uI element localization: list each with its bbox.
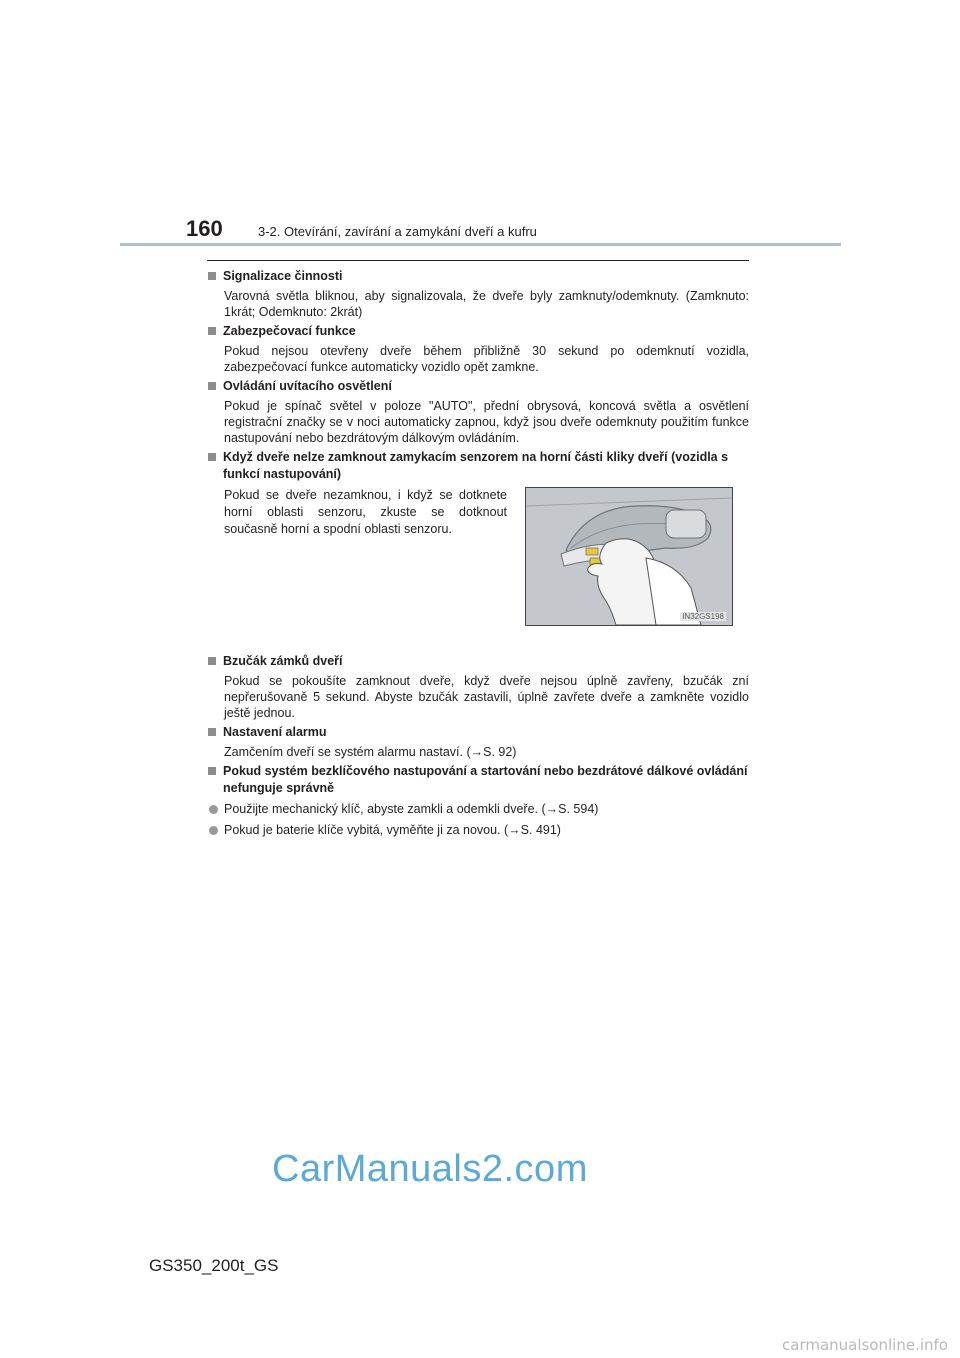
section-lock-sensor [207, 449, 749, 650]
section-heading: Bzučák zámků dveří [207, 653, 749, 670]
section-signalization [207, 268, 749, 320]
section-body: Pokud je spínač světel v poloze "AUTO", přední obrysová, koncová světla a osvětlení registrační značky se v noci automaticky zapnou, když jsou dveře odemknuty použitím funkce nastupování nebo bezdrátovým dálkovým ovládáním. [224, 399, 749, 445]
section-heading: Zabezpečovací funkce [207, 323, 749, 340]
door-handle-illustration [525, 487, 733, 626]
page-content [207, 268, 749, 839]
round-bullet-icon [209, 826, 218, 835]
section-alarm [207, 724, 749, 760]
section-body: Varovná světla bliknou, aby signalizovala, že dveře byly zamknuty/odemknuty. (Zamknuto: 1krát; Odemknuto: 2krát) [224, 289, 749, 319]
round-bullet-icon [209, 805, 218, 814]
page-number: 160 [186, 216, 223, 241]
square-bullet-icon [208, 272, 216, 280]
brand-link[interactable]: carmanualsonline.info [782, 1336, 948, 1354]
section-heading: Signalizace činnosti [207, 268, 749, 285]
figure-row [207, 487, 749, 650]
footer-model-code: GS350_200t_GS [149, 1256, 279, 1275]
door-handle-drawing [526, 488, 732, 625]
section-heading: Ovládání uvítacího osvětlení [207, 378, 749, 395]
square-bullet-icon [208, 382, 216, 390]
section-heading: Nastavení alarmu [207, 724, 749, 741]
section-body: Pokud se dveře nezamknou, i když se dotknete horní oblasti senzoru, zkuste se dotknout současně horní a spodní oblasti senzoru. [224, 488, 507, 536]
section-body: Zamčením dveří se systém alarmu nastaví. (→S. 92) [224, 745, 517, 759]
section-malfunction [207, 763, 749, 839]
section-buzzer [207, 653, 749, 721]
header-divider [120, 243, 841, 246]
page-header [0, 0, 960, 260]
section-body: Pokud nejsou otevřeny dveře během přibližně 30 sekund po odemknutí vozidla, zabezpečovací funkce automaticky vozidlo opět zamkne. [224, 344, 749, 374]
section-heading: Pokud systém bezklíčového nastupování a startování nebo bezdrátové dálkové ovládání nefunguje správně [207, 763, 749, 797]
square-bullet-icon [208, 728, 216, 736]
square-bullet-icon [208, 657, 216, 665]
list-item: Pokud je baterie klíče vybitá, vyměňte ji za novou. (→S. 491) [207, 822, 749, 839]
section-heading: Když dveře nelze zamknout zamykacím senzorem na horní části kliky dveří (vozidla s funkcí nastupování) [207, 449, 749, 483]
section-body: Pokud se pokoušíte zamknout dveře, když dveře nejsou úplně zavřeny, bzučák zní nepřerušovaně 5 sekund. Abyste bzučák zastavili, úplně zavřete dveře a zamkněte vozidlo ještě jednou. [224, 674, 749, 720]
section-security [207, 323, 749, 375]
figure-code: IN32GS198 [682, 612, 724, 621]
chapter-title: 3-2. Otevírání, zavírání a zamykání dveří a kufru [258, 224, 537, 239]
square-bullet-icon [208, 453, 216, 461]
section-welcome-lighting [207, 378, 749, 446]
square-bullet-icon [208, 327, 216, 335]
brand-strip [0, 1333, 960, 1358]
list-item: Použijte mechanický klíč, abyste zamkli a odemkli dveře. (→S. 594) [207, 801, 749, 818]
square-bullet-icon [208, 767, 216, 775]
watermark-logo: CarManuals2.com [272, 1148, 588, 1190]
section-divider [207, 260, 749, 261]
